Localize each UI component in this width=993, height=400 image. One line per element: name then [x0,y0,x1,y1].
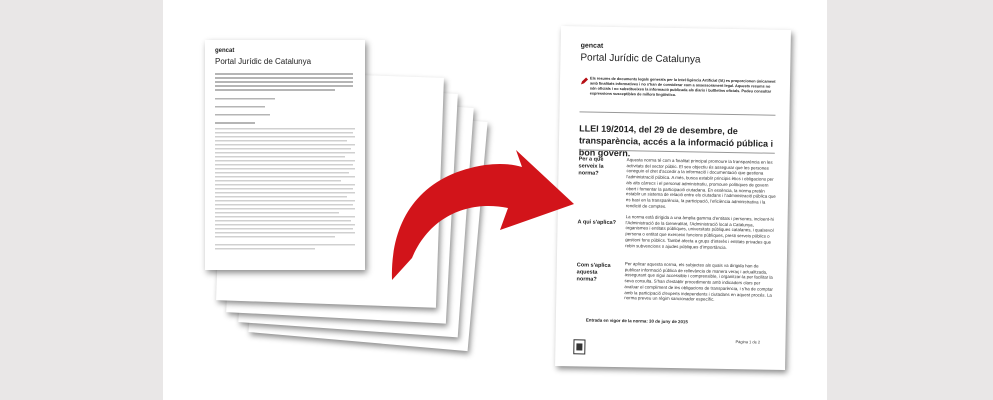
law-title: LLEI 19/2014, del 29 de desembre, de transparència, accés a la informació pública i bon govern. [578,123,774,159]
ai-disclaimer-notice: Els resums de documents legals generats per la Intel·ligència Artificial (IA) es proporcionen únicament amb finalitats informatives i no s'han de considerar com a assessorament legal. Aquests resums no són oficials i no substitueixen la informació publicada als diaris i butlletins oficials. Podeu consultar expressions susceptibles de millora lingüística. [589,76,776,98]
section-question: Com s'aplica aquesta norma? [576,262,611,283]
section-answer: La norma està dirigida a una àmplia gamma d'entitats i persones, incloent-hi l'Administració de la Generalitat, l'Administració local a Catalunya, organismes i entitats públiques, universitats públiques catalanes, i qualsevol persona o entitat que exerceixi funcions públiques, presti serveis públics o gestioni fons públics. També afecta a grups d'interès i entitats privades que rebin subvencions o ajudes públiques d'importància. [625,214,774,250]
gencat-logo: gencat [215,48,235,54]
document-header-title: Portal Jurídic de Catalunya [215,57,312,66]
ai-summary-page [555,26,791,370]
gencat-logo: gencat [580,42,604,50]
section-answer: Per aplicar aquesta norma, els subjectes als quals va dirigida han de publicar informació pública de rellevància de manera veraç i actualitzada, assegurant que sigui accessible i comprensible, i organitzar-la per facilitar la seva consulta. S'han d'establir procediments amb indicadors clars per avaluar el compliment de les obligacions de transparència, i s'ha de comptar amb la participació d'experts independents i ciutadans en aquest procés. La norma preveu un règim sancionador específic. [624,261,773,302]
generalitat-shield-icon [573,339,585,354]
header-divider [579,111,775,115]
section-answer: Aquesta norma té com a finalitat principal promoure la transparència en les activitats del sector públic. El seu objectiu és assegurar que les persones coneguin el dret d'accedir a la informació i documentació que gestiona l'administració pública. A més, busca establir principis ètics i obligacions per als alts càrrecs i el personal administratiu, promoure polítiques de govern obert i fomentar la participació ciutadana. En essència, la norma pretén establir un sistema de relació entre els ciutadans i l'administració pública que es basi en la transparència, la participació, l'eficiència administrativa i la rendició de comptes. [625,157,776,209]
section-question: A qui s'aplica? [577,219,616,227]
section-question: Per a què serveix la norma? [578,156,604,177]
effective-date: Entrada en vigor de la norma: 30 de juny de 2015 [585,317,688,325]
document-header-title: Portal Jurídic de Catalunya [580,52,701,66]
pencil-icon [580,77,588,85]
document-body-text-lines [205,40,365,270]
page-number: Pàgina 1 de 2 [735,339,761,345]
legal-document-page [205,40,365,270]
